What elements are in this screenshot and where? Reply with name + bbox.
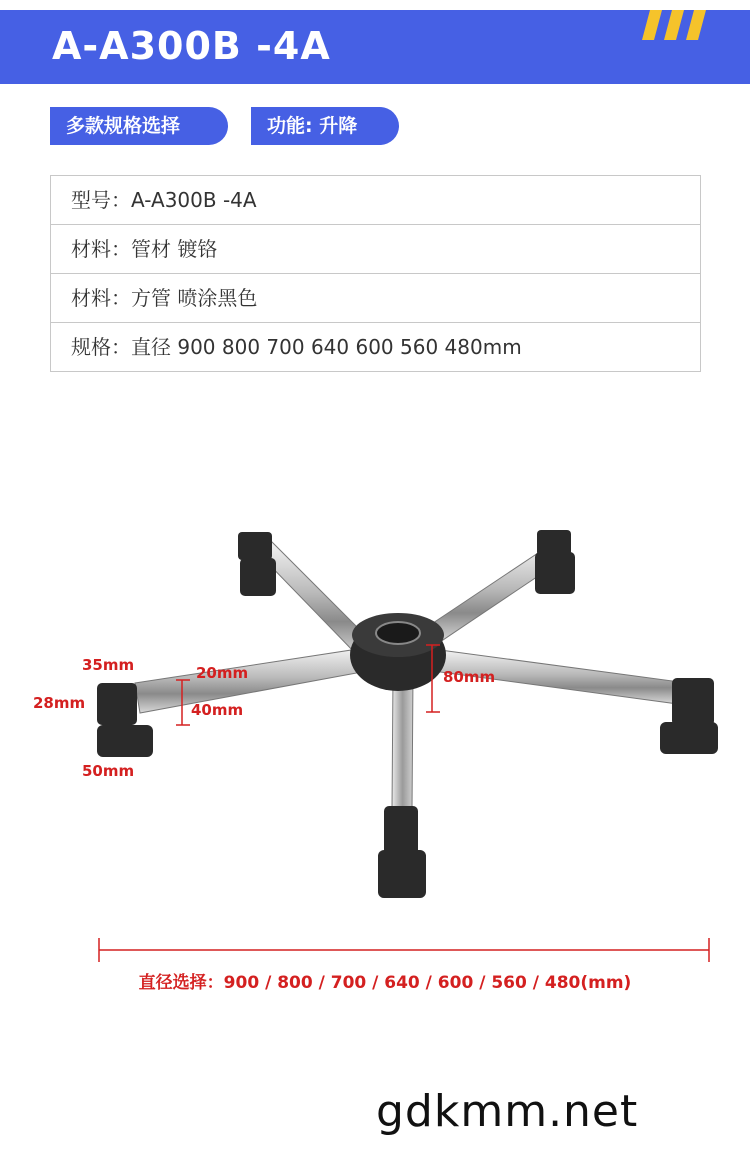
tag-function: 功能: 升降 bbox=[251, 107, 399, 145]
tag-multi-spec: 多款规格选择 bbox=[50, 107, 228, 145]
spec-row-material-tube: 材料：管材 镀铬 bbox=[51, 225, 700, 274]
dim-20mm: 20mm bbox=[196, 664, 249, 682]
diameter-line bbox=[0, 930, 750, 970]
page-title: A-A300B -4A bbox=[52, 24, 331, 68]
spec-table bbox=[50, 175, 701, 372]
chair-base-image bbox=[0, 500, 750, 920]
decorative-stripes-icon bbox=[636, 10, 716, 52]
watermark: gdkmm.net bbox=[376, 1086, 639, 1137]
dim-28mm: 28mm bbox=[33, 694, 86, 712]
header-banner bbox=[0, 10, 750, 84]
dim-40mm: 40mm bbox=[191, 701, 244, 719]
dim-35mm: 35mm bbox=[82, 656, 135, 674]
diameter-options-text: 直径选择：900 / 800 / 700 / 640 / 600 / 560 / 480(mm) bbox=[138, 973, 632, 993]
dim-80mm: 80mm bbox=[443, 668, 496, 686]
spec-row-material-square: 材料：方管 喷涂黑色 bbox=[51, 274, 700, 323]
spec-row-size: 规格：直径 900 800 700 640 600 560 480mm bbox=[71, 335, 522, 359]
spec-row-model: 型号：A-A300B -4A bbox=[51, 176, 700, 225]
dim-50mm: 50mm bbox=[82, 762, 135, 780]
